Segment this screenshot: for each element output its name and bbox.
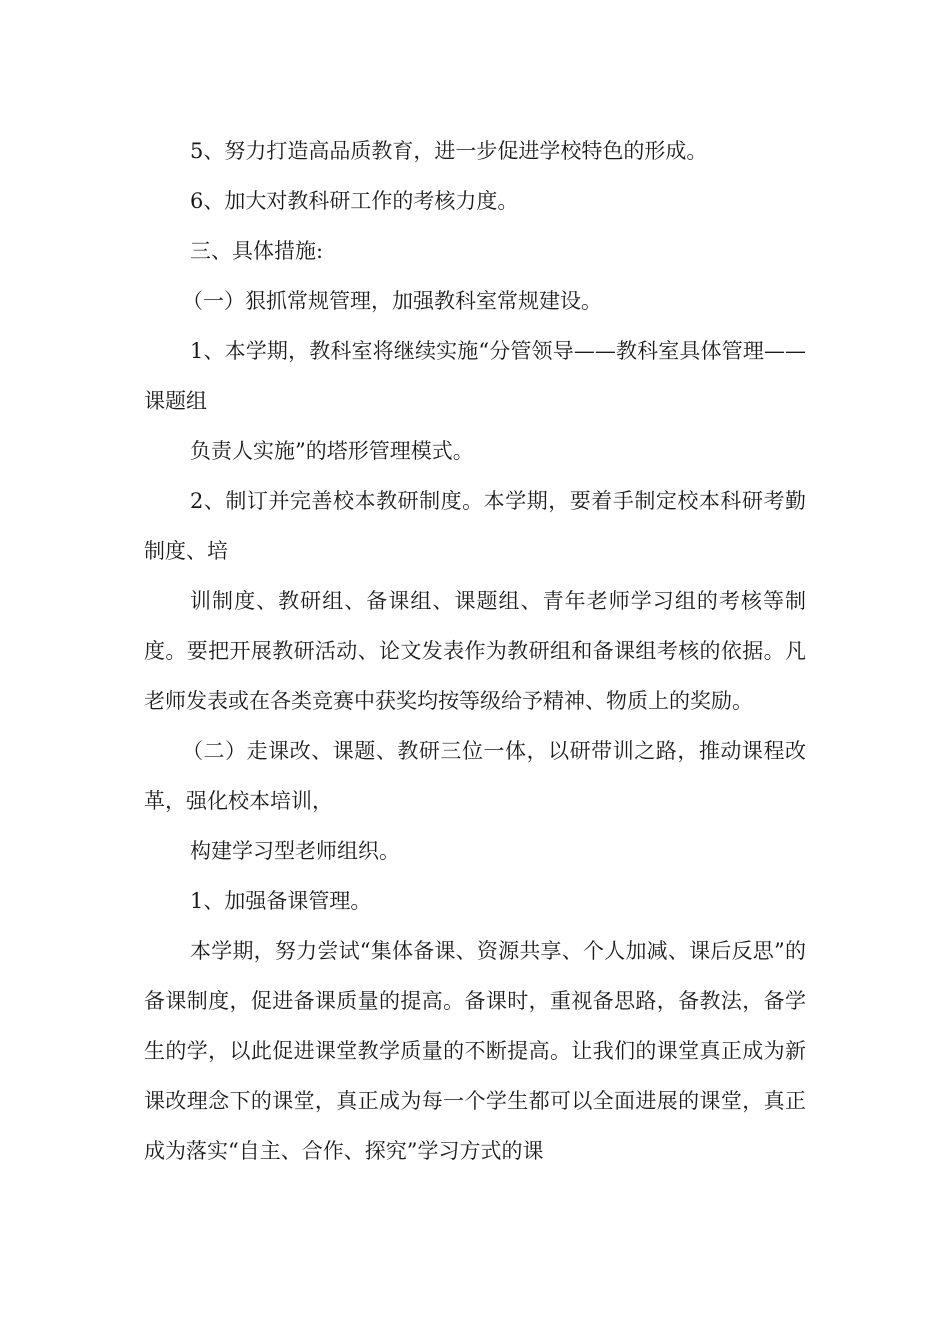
paragraph-item-1-lesson-prep: 1、加强备课管理。 (190, 889, 372, 913)
paragraph-item-2-continued: 训制度、教研组、备课组、课题组、青年老师学习组的考核等制度。要把开展教研活动、论文发表作为教研组和备课组考核的依据。凡老师发表或在各类竞赛中获奖均按等级给予精神、物质上的奖励。 (144, 589, 806, 713)
paragraph-goal-6: 6、加大对教科研工作的考核力度。 (190, 189, 519, 213)
paragraph-item-2-research-system: 2、制订并完善校本教研制度。本学期，要着手制定校本科研考勤制度、培 (144, 489, 806, 563)
paragraph-goal-5: 5、努力打造高品质教育，进一步促进学校特色的形成。 (190, 139, 708, 163)
subsection-heading-curriculum-reform: （二）走课改、课题、教研三位一体，以研带训之路，推动课程改革，强化校本培训， (144, 739, 806, 813)
document-body (144, 126, 806, 1176)
paragraph-lesson-prep-details: 本学期，努力尝试“集体备课、资源共享、个人加减、课后反思”的备课制度，促进备课质量的提高。备课时，重视备思路，备教法，备学生的学，以此促进课堂教学质量的不断提高。让我们的课堂真正成为新课改理念下的课堂，真正成为每一个学生都可以全面进展的课堂，真正成为落实“自主、合作、探究”学习方式的课 (144, 939, 806, 1163)
paragraph-item-1-management-mode: 1、本学期，教科室将继续实施“分管领导——教科室具体管理——课题组 (144, 339, 806, 413)
paragraph-item-1-continued: 负责人实施”的塔形管理模式。 (190, 439, 474, 463)
subsection-heading-routine-management: （一）狠抓常规管理，加强教科室常规建设。 (182, 289, 602, 313)
paragraph-subsection-2-continued: 构建学习型老师组织。 (190, 839, 400, 863)
section-heading-measures: 三、具体措施: (190, 239, 324, 263)
